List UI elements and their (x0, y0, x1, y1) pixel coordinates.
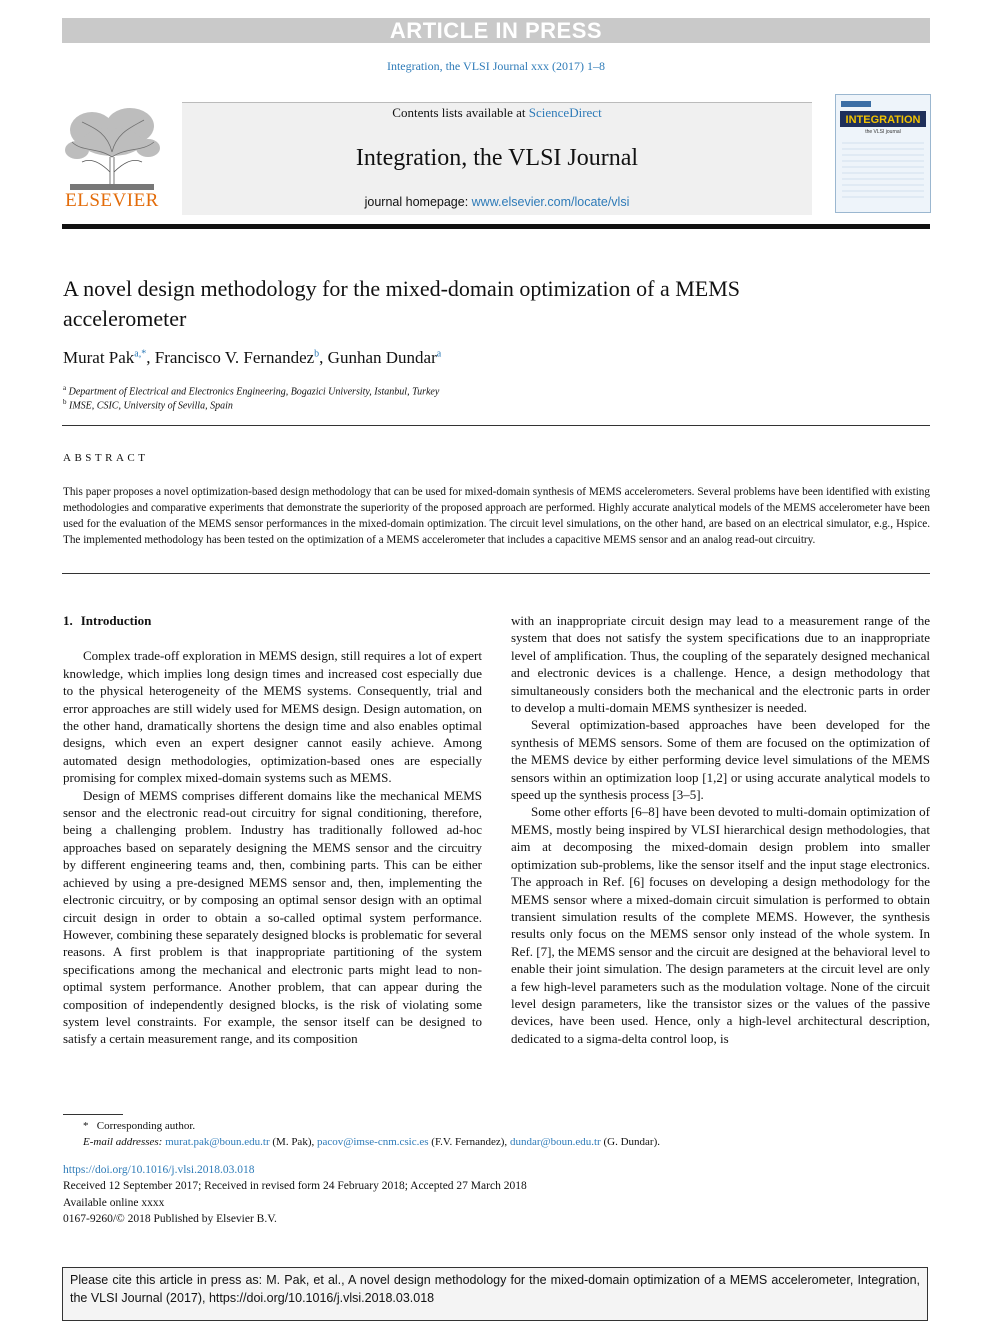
body-paragraph: Complex trade-off exploration in MEMS design, still requires a lot of expert knowledge, which implies long design times and increased cost especially due to the physical heterogeneity of the MEMS systems. Consequently, trial and error approaches are still widely used for MEMS design. Design automation, on the other hand, dramatically shortens the design time and also enables optimal designs, which even an expert designer cannot easily achieve. Among automated design methodologies, optimization-based ones are especially promising for complex mixed-domain systems such as MEMS. (63, 648, 482, 786)
citation-box: Please cite this article in press as: M. Pak, et al., A novel design methodology for the mixed-domain optimization of a MEMS accelerometer, Integration, the VLSI Journal (2017), https://doi.org/10.1016/j.vlsi.2018.03.018 (62, 1267, 928, 1321)
author-affiliation-mark[interactable]: b (314, 348, 320, 360)
body-right-column (511, 612, 930, 1047)
email-owner: (F.V. Fernandez), (431, 1136, 510, 1148)
affiliation-label: a (63, 384, 67, 392)
copyright-line: 0167-9260/© 2018 Published by Elsevier B.V. (63, 1213, 277, 1226)
homepage-link[interactable]: www.elsevier.com/locate/vlsi (471, 195, 630, 209)
affiliation-label: b (63, 398, 67, 406)
email-addresses (63, 1134, 930, 1150)
affiliation-b (63, 398, 233, 411)
received-dates: Received 12 September 2017; Received in revised form 24 February 2018; Accepted 27 March 2018 (63, 1180, 527, 1193)
contents-available-line (182, 105, 812, 121)
author-name: Murat Pak (63, 348, 135, 367)
article-title: A novel design methodology for the mixed-domain optimization of a MEMS accelerometer (63, 276, 741, 331)
header-divider (62, 224, 930, 229)
sciencedirect-link[interactable]: ScienceDirect (528, 105, 602, 120)
author-affiliation-mark[interactable]: a,* (134, 348, 147, 360)
doi-link[interactable]: https://doi.org/10.1016/j.vlsi.2018.03.018 (63, 1164, 255, 1176)
abstract-text: This paper proposes a novel optimization-based design methodology that can be used for mixed-domain synthesis of MEMS accelerometers. Several problems have been identified with existing methodologies and comparative experiments that demonstrate the superiority of the proposed approach are performed. Highly accurate analytical models of the MEMS accelerometer have been used for the evaluation of the MEMS sensor performances in the mixed-domain optimization. The circuit level simulations, on the other hand, are based on an electrical simulator, e.g., Hspice. The implemented methodology has been tested on the optimization of a MEMS accelerometer that includes a capacitive MEMS sensor and an analog read-out circuitry. (63, 486, 930, 546)
journal-cover-thumbnail (835, 94, 931, 213)
abstract-bottom-rule (62, 573, 930, 574)
journal-reference-link[interactable]: Integration, the VLSI Journal xxx (2017) 1–8 (386, 59, 606, 73)
body-paragraph: Some other efforts [6–8] have been devoted to multi-domain optimization of MEMS, mostly being inspired by VLSI hierarchical design methodologies, that aim at decomposing the mixed-domain design problem into smaller optimization sub-problems, like the sensor itself and the input stage electronics. The approach in Ref. [6] focuses on developing a design methodology for the MEMS sensor where a mixed-domain circuit simulation is performed to obtain transient simulation results of the complete MEMS. However, the synthesis results only focus on the MEMS sensor only instead of the whole system. In Ref. [7], the MEMS sensor and the circuit are designed at the behavioral level to enable their joint simulation. The design parameters at the circuit level are only a few high-level parameters such as the modulation voltage. None of the circuit level design parameters, like the transistor sizes or the values of the passive devices, have been used. Hence, only a high-level architectural description, dedicated to a sigma-delta control loop, is (511, 804, 930, 1046)
footnote-rule (63, 1114, 123, 1115)
author-list (63, 348, 441, 368)
email-label: E-mail addresses: (83, 1136, 163, 1148)
body-paragraph: Design of MEMS comprises different domains like the mechanical MEMS sensor and the electronic read-out circuitry for signal conditioning, therefore, being a challenging problem. Industry has traditionally followed ad-hoc approaches based on separately designing the MEMS sensor and the circuitry by different engineering teams and, then, combining parts. This can be either achieved by using a pre-designed MEMS sensor and, then, implementing the electronic circuitry, or by composing an optimal sensor design with an optimal circuit design in order to obtain a so-called optimal system performance. However, combining these separately designed blocks is problematic for several reasons. A first problem is that inappropriate partitioning of the system specifications among the mechanical and electronic parts might lead to non-optimal system performance. Another problem, that can appear during the composition of independently designed blocks, is the risk of violating some system level constraints. For example, the sensor itself can be designed to satisfy a certain measurement range, and its composition (63, 787, 482, 1047)
section-number: 1. (63, 613, 73, 628)
cover-title: INTEGRATION (845, 114, 921, 126)
available-online: Available online xxxx (63, 1196, 165, 1209)
email-link[interactable]: pacov@imse-cnm.csic.es (316, 1136, 429, 1148)
affiliation-text: IMSE, CSIC, University of Sevilla, Spain (69, 400, 233, 412)
contents-prefix: Contents lists available at (392, 105, 529, 120)
elsevier-wordmark: ELSEVIER (65, 190, 159, 211)
journal-title: Integration, the VLSI Journal (355, 145, 639, 171)
section-heading (63, 612, 482, 629)
affiliation-text: Department of Electrical and Electronics Engineering, Bogazici University, Istanbul, Turkey (68, 386, 440, 398)
homepage-prefix: journal homepage: (364, 195, 472, 209)
email-owner: (G. Dundar). (603, 1136, 660, 1148)
body-paragraph: with an inappropriate circuit design may lead to a measurement range of the system that does not satisfy the system specifications due to an inappropriate level of amplification. Thus, the coupling of the separately designed mechanical and electronic devices is a challenge. Hence, a design methodology that simultaneously considers both the mechanical and the electronic parts in order to develop a multi-domain MEMS synthesizer is needed. (511, 613, 930, 716)
journal-header (62, 94, 930, 224)
publication-info (63, 1162, 527, 1228)
email-link[interactable]: murat.pak@boun.edu.tr (165, 1136, 270, 1148)
corresponding-author-text: Corresponding author. (96, 1120, 196, 1132)
journal-info-panel (182, 102, 812, 215)
article-in-press-banner: ARTICLE IN PRESS (62, 18, 930, 43)
abstract-heading: ABSTRACT (63, 452, 149, 464)
email-link[interactable]: dundar@boun.edu.tr (509, 1136, 601, 1148)
journal-homepage-line (182, 195, 812, 209)
author-name: Francisco V. Fernandez (154, 348, 315, 367)
affiliation-a (63, 384, 439, 397)
footnotes (63, 1118, 930, 1150)
body-paragraph: Several optimization-based approaches have been developed for the synthesis of MEMS sensors. Some of them are focused on the optimization of the MEMS device by either performing device level simulations of the MEMS sensors within an optimization loop [1,2] or using accurate analytical models to speed up the synthesis process [3–5]. (511, 717, 930, 803)
section-title: Introduction (80, 613, 152, 628)
abstract-top-rule (62, 425, 930, 426)
author-name: Gunhan Dundar (327, 348, 437, 367)
footnote-mark: * (83, 1120, 89, 1132)
body-left-column (63, 612, 482, 1048)
corresponding-author-note (63, 1118, 930, 1134)
author-separator: , (319, 348, 328, 367)
author-affiliation-mark[interactable]: a (436, 348, 442, 360)
cover-subtitle: the VLSI journal (865, 129, 901, 135)
author-separator: , (146, 348, 155, 367)
email-owner: (M. Pak), (272, 1136, 317, 1148)
